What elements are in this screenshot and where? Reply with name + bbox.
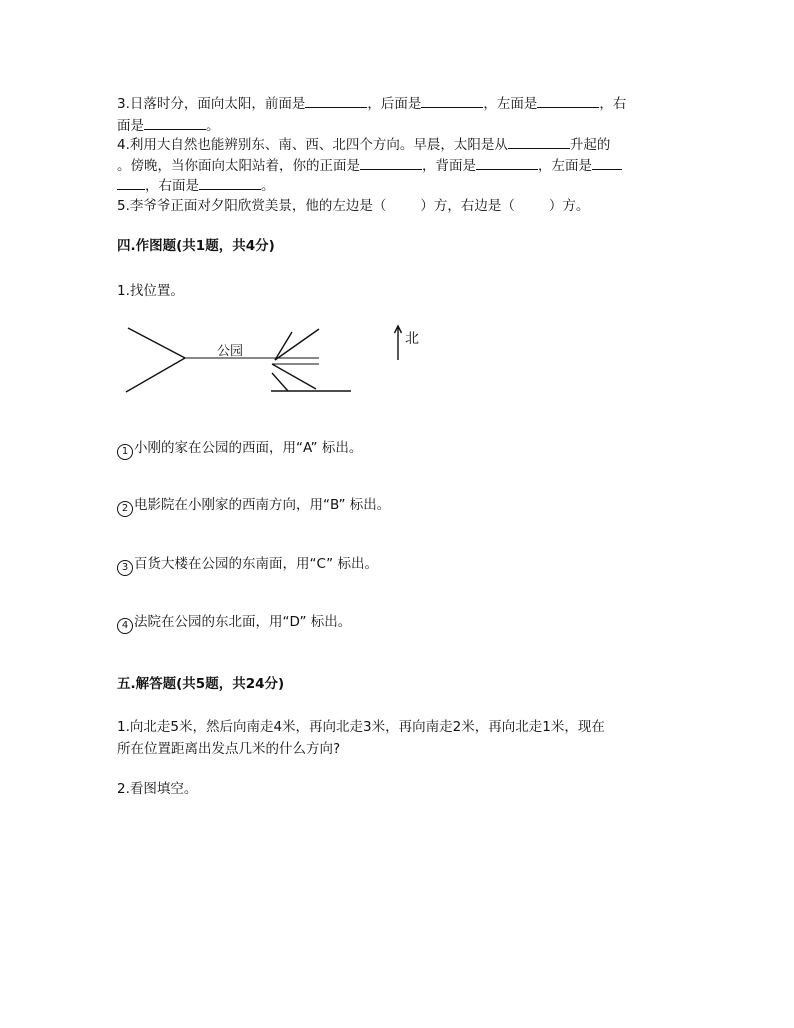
park-label: 公园 xyxy=(217,344,244,359)
q5-text-1: 5.李爷爷正面对夕阳欣赏美景，他的左边是（ xyxy=(117,198,387,214)
section-5-question-1-line-2: 所在位置距离出发点几米的什么方向? xyxy=(117,741,341,757)
road-line xyxy=(272,373,288,391)
question-3-line-1 xyxy=(117,93,626,114)
circled-number: 1 xyxy=(117,444,133,460)
map-task-text: 电影院在小刚家的西南方向，用“B” 标出。 xyxy=(134,497,391,513)
q4-text-2: 升起的 xyxy=(569,137,611,153)
map-task-text: 百货大楼在公园的东南面，用“C” 标出。 xyxy=(134,556,378,572)
map-task-item xyxy=(117,495,390,517)
section-5-question-2: 2.看图填空。 xyxy=(117,781,198,797)
road-line xyxy=(275,329,319,360)
answer-blank[interactable] xyxy=(592,155,622,170)
q3-text-4: ，右 xyxy=(599,96,627,112)
question-4-line-2 xyxy=(117,155,622,176)
answer-blank[interactable] xyxy=(199,175,261,190)
answer-blank[interactable] xyxy=(117,175,145,190)
q4-text-4: ，背面是 xyxy=(422,158,476,174)
q3-text-5: 面是 xyxy=(117,118,144,134)
road-line xyxy=(128,328,185,358)
question-4-line-1 xyxy=(117,134,610,155)
map-task-text: 小刚的家在公园的西面，用“A” 标出。 xyxy=(134,440,363,456)
q5-text-3: ）方。 xyxy=(548,198,590,214)
map-task-item xyxy=(117,554,378,576)
circled-number: 2 xyxy=(117,501,133,517)
north-label: 北 xyxy=(405,331,419,347)
question-5 xyxy=(117,196,589,216)
map-task-text: 法院在公园的东北面，用“D” 标出。 xyxy=(134,614,352,630)
circled-number: 4 xyxy=(117,618,133,634)
question-4-line-3 xyxy=(117,175,275,196)
q4-text-6: ，右面是 xyxy=(145,178,199,194)
answer-blank[interactable] xyxy=(537,93,599,108)
answer-blank[interactable] xyxy=(305,93,367,108)
q5-text-2: ）方，右边是（ xyxy=(420,198,515,214)
circled-number: 3 xyxy=(117,560,133,576)
map-task-item xyxy=(117,438,362,460)
q3-text-1: 3.日落时分，面向太阳，前面是 xyxy=(117,96,306,112)
section-4-question-1: 1.找位置。 xyxy=(117,283,184,299)
q4-text-5: ，左面是 xyxy=(538,158,592,174)
answer-blank[interactable] xyxy=(476,155,538,170)
park-map-diagram xyxy=(110,318,430,403)
q3-text-2: ，后面是 xyxy=(367,96,422,112)
q4-text-3: 。傍晚，当你面向太阳站着，你的正面是 xyxy=(117,158,360,174)
map-task-item xyxy=(117,612,351,634)
question-3-line-2 xyxy=(117,115,220,136)
answer-blank[interactable] xyxy=(360,155,422,170)
section-4-heading: 四.作图题(共1题，共4分) xyxy=(117,238,275,254)
q3-text-3: ，左面是 xyxy=(483,96,538,112)
section-5-question-1-line-1: 1.向北走5米，然后向南走4米，再向北走3米，再向南走2米，再向北走1米，现在 xyxy=(117,719,605,735)
road-line xyxy=(275,332,292,360)
q4-text-7: 。 xyxy=(261,178,275,194)
section-5-heading: 五.解答题(共5题，共24分) xyxy=(117,676,285,692)
road-line xyxy=(272,364,316,389)
answer-blank[interactable] xyxy=(508,134,570,149)
q4-text-1: 4.利用大自然也能辨别东、南、西、北四个方向。早晨，太阳是从 xyxy=(117,137,508,153)
answer-blank[interactable] xyxy=(144,115,206,130)
road-line xyxy=(126,358,185,392)
answer-blank[interactable] xyxy=(421,93,483,108)
q3-text-6: 。 xyxy=(206,118,220,134)
